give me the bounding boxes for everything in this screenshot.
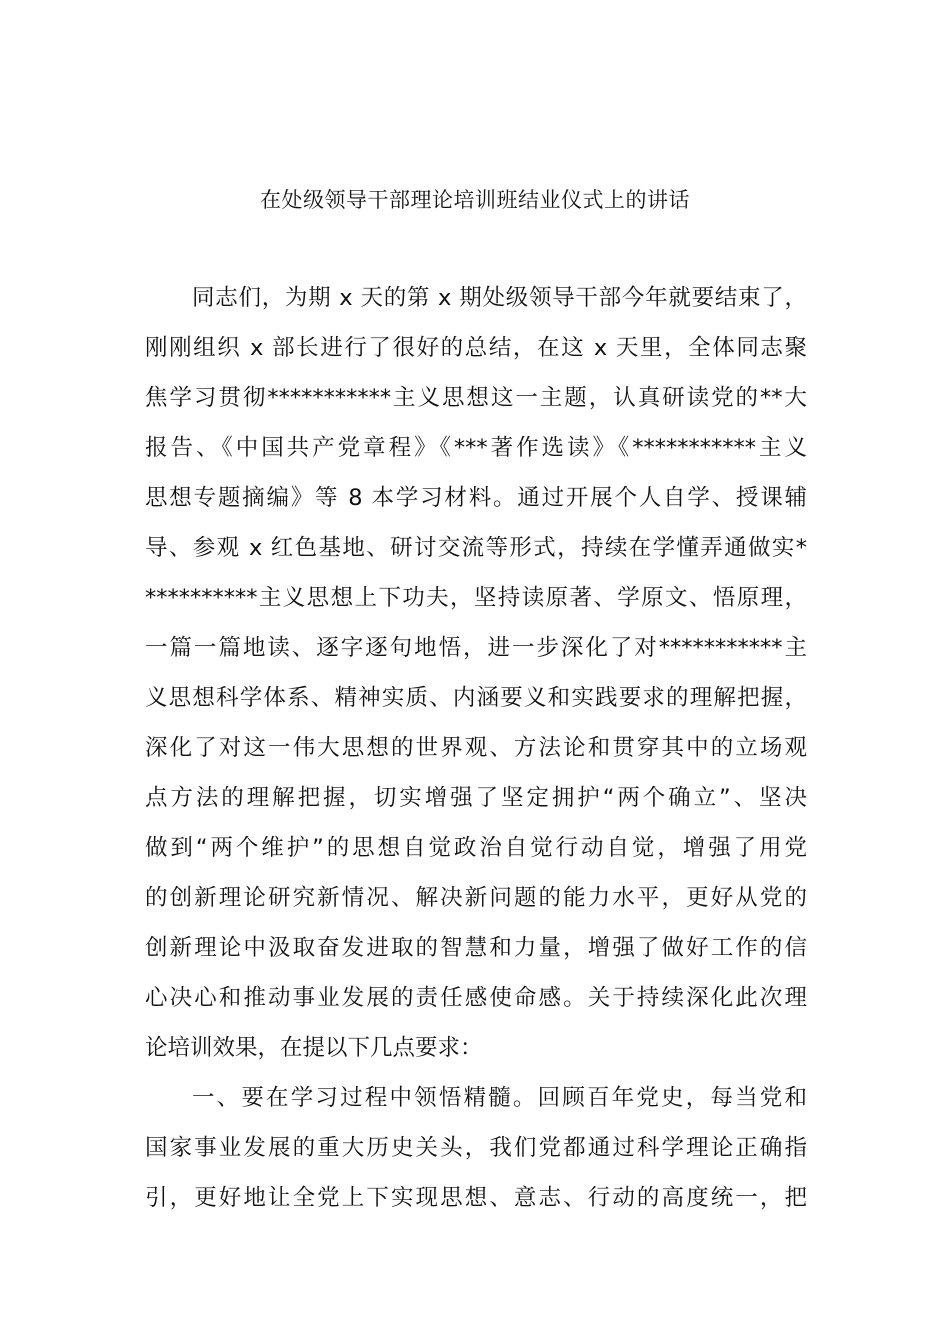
paragraph-line: 义思想科学体系、精神实质、内涵要义和实践要求的理解把握，: [145, 685, 807, 711]
paragraph-line: 报告、《中国共产党章程》《***著作选读》《***********主义: [145, 435, 807, 461]
paragraph-line: 一篇一篇地读、逐字逐句地悟，进一步深化了对***********主: [145, 635, 807, 661]
document-title: 在处级领导干部理论培训班结业仪式上的讲话: [260, 188, 690, 212]
paragraph-line: 点方法的理解把握，切实增强了坚定拥护“两个确立”、坚决: [145, 785, 807, 811]
paragraph-line: 同志们，为期 x 天的第 x 期处级领导干部今年就要结束了，: [192, 285, 807, 311]
paragraph-line: 国家事业发展的重大历史关头，我们党都通过科学理论正确指: [145, 1135, 807, 1161]
paragraph-line: 导、参观 x 红色基地、研讨交流等形式，持续在学懂弄通做实*: [145, 535, 807, 561]
paragraph-line: 创新理论中汲取奋发进取的智慧和力量，增强了做好工作的信: [145, 935, 807, 961]
paragraph-line: 焦学习贯彻***********主义思想这一主题，认真研读党的**大: [145, 385, 807, 411]
paragraph-line: 做到“两个维护”的思想自觉政治自觉行动自觉，增强了用党: [145, 835, 807, 861]
paragraph-line: 心决心和推动事业发展的责任感使命感。关于持续深化此次理: [145, 985, 807, 1011]
paragraph-line: 引，更好地让全党上下实现思想、意志、行动的高度统一，把: [145, 1185, 807, 1211]
paragraph-line: 深化了对这一伟大思想的世界观、方法论和贯穿其中的立场观: [145, 735, 807, 761]
paragraph-line: 论培训效果，在提以下几点要求：: [145, 1035, 483, 1061]
paragraph-line: 刚刚组织 x 部长进行了很好的总结，在这 x 天里，全体同志聚: [145, 335, 807, 361]
paragraph-line: **********主义思想上下功夫，坚持读原著、学原文、悟原理，: [145, 585, 807, 611]
paragraph-line: 的创新理论研究新情况、解决新问题的能力水平，更好从党的: [145, 885, 807, 911]
paragraph-line: 一、要在学习过程中领悟精髓。回顾百年党史，每当党和: [192, 1085, 807, 1111]
paragraph-line: 思想专题摘编》等 8 本学习材料。通过开展个人自学、授课辅: [145, 485, 807, 511]
